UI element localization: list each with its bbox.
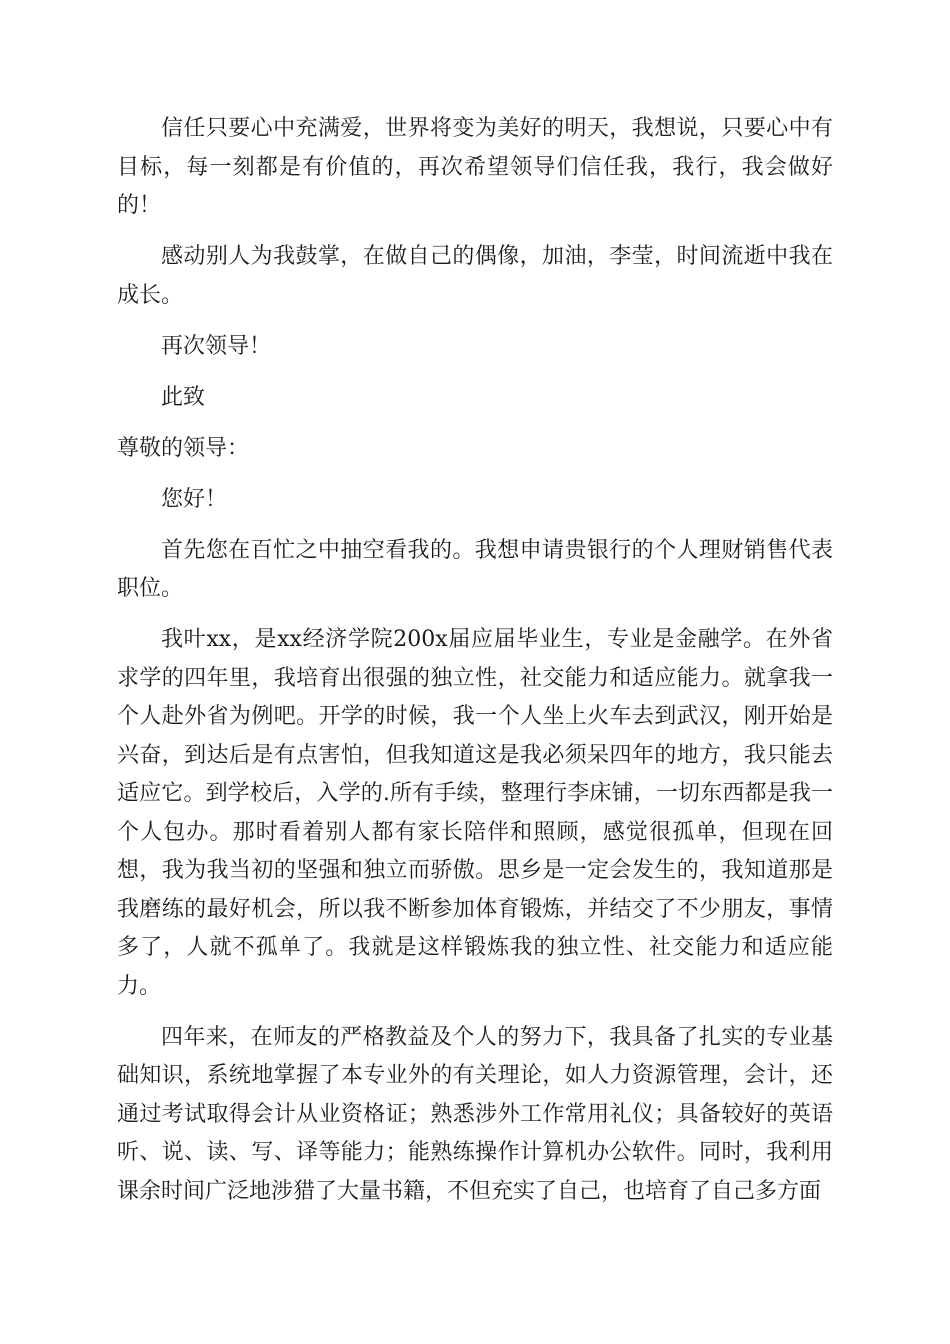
- letter-addressee: 尊敬的领导：: [117, 435, 250, 461]
- paragraph-trust-closing: 信任只要心中充满爱，世界将变为美好的明天，我想说，只要心中有目标，每一刻都是有价值的，再次希望领导们信任我，我行，我会做好的！: [117, 116, 833, 218]
- paragraph-application-intro: 首先您在百忙之中抽空看我的。我想申请贵银行的个人理财销售代表职位。: [117, 537, 833, 601]
- paragraph-salutation-cizhi: 此致: [161, 384, 206, 410]
- letter-greeting: 您好！: [161, 486, 228, 512]
- paragraph-thanks-leaders: 再次领导！: [161, 333, 272, 359]
- document-body: [117, 110, 833, 1224]
- paragraph-background: 我叶xx，是xx经济学院200x届应届毕业生，专业是金融学。在外省求学的四年里，我培育出很强的独立性，社交能力和适应能力。就拿我一个人赴外省为例吧。开学的时候，我一个人坐上火车去到武汉，刚开始是兴奋，到达后是有点害怕，但我知道这是我必须呆四年的地方，我只能去适应它。到学校后，入学的.所有手续，整理行李床铺，一切东西都是我一个人包办。那时看着别人都有家长陪伴和照顾，感觉很孤单，但现在回想，我为我当初的坚强和独立而骄傲。思乡是一定会发生的，我知道那是我磨练的最好机会，所以我不断参加体育锻炼，并结交了不少朋友，事情多了，人就不孤单了。我就是这样锻炼我的独立性、社交能力和适应能力。: [117, 627, 833, 999]
- paragraph-skills: 四年来，在师友的严格教益及个人的努力下，我具备了扎实的专业基础知识，系统地掌握了本专业外的有关理论，如人力资源管理，会计，还通过考试取得会计从业资格证；熟悉涉外工作常用礼仪；具备较好的英语听、说、读、写、译等能力；能熟练操作计算机办公软件。同时，我利用课余时间广泛地涉猎了大量书籍，不但充实了自己，也培育了自己多方面: [117, 1024, 833, 1204]
- paragraph-self-encouragement: 感动别人为我鼓掌，在做自己的偶像，加油，李莹，时间流逝中我在成长。: [117, 244, 833, 308]
